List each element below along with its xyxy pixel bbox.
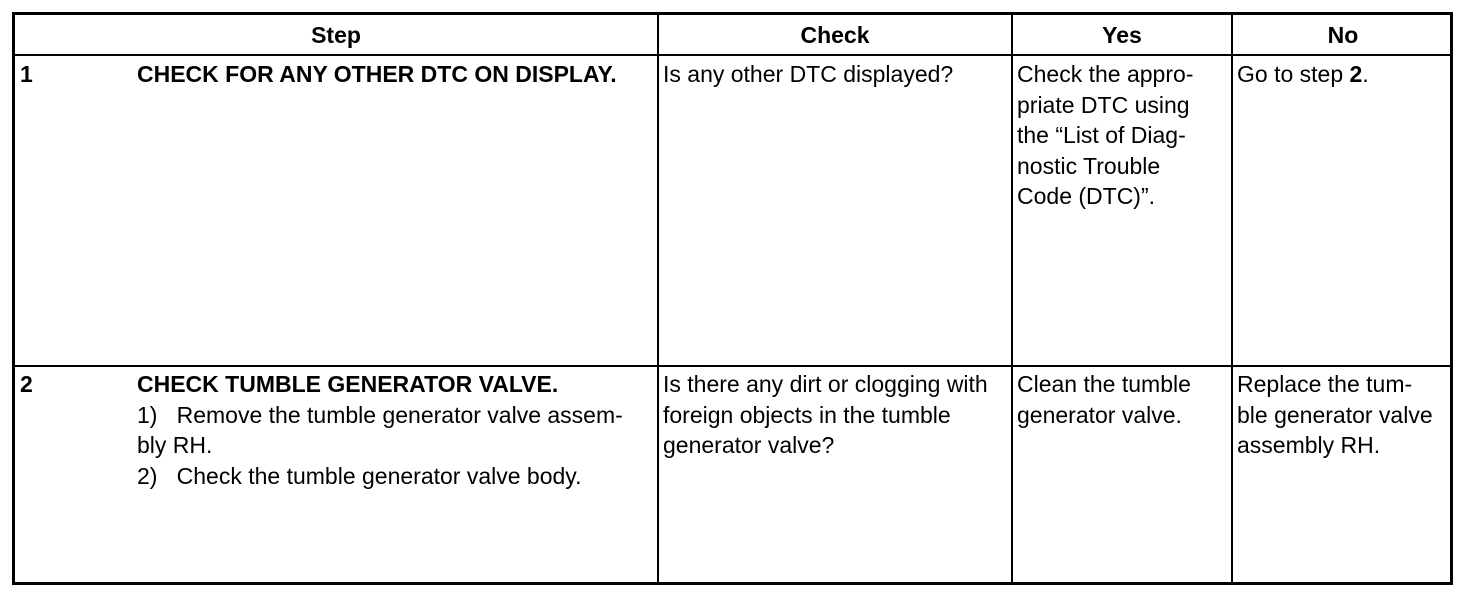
no-text-suffix: .	[1362, 61, 1369, 87]
no-cell	[1237, 369, 1453, 461]
substep-text: Remove the tumble generator valve assem-	[176, 401, 623, 428]
step-number: 1	[20, 61, 33, 87]
yes-text: priate DTC using	[1017, 91, 1190, 118]
diagnostic-table	[12, 12, 1453, 585]
no-text: assembly RH.	[1237, 432, 1381, 458]
yes-cell	[1017, 59, 1229, 212]
no-text: ble generator valve	[1237, 401, 1433, 428]
substep	[137, 461, 655, 492]
check-text: Is any other DTC displayed?	[663, 61, 954, 87]
yes-cell	[1017, 369, 1229, 430]
yes-text: Clean the tumble	[1017, 371, 1191, 397]
check-cell	[663, 59, 1007, 90]
step-number: 2	[20, 371, 33, 397]
row-divider	[15, 365, 1450, 367]
no-text: Replace the tum-	[1237, 371, 1413, 397]
substep	[137, 400, 655, 431]
header-check: Check	[800, 21, 870, 48]
substep-text: Check the tumble generator valve body.	[176, 462, 582, 489]
check-text: foreign objects in the tumble	[663, 401, 951, 428]
column-divider	[657, 15, 659, 582]
yes-text: generator valve.	[1017, 401, 1182, 428]
step-title: CHECK TUMBLE GENERATOR VALVE.	[137, 371, 559, 397]
check-cell	[663, 369, 1009, 461]
column-divider	[1231, 15, 1233, 582]
no-cell	[1237, 59, 1451, 90]
header-yes: Yes	[1102, 21, 1142, 48]
step-cell	[137, 369, 655, 491]
yes-text: the “List of Diag-	[1017, 122, 1186, 148]
check-text: Is there any dirt or clogging with	[663, 371, 988, 397]
header-no: No	[1327, 21, 1359, 48]
yes-text: Code (DTC)”.	[1017, 183, 1156, 209]
substep-continuation: bly RH.	[137, 432, 213, 458]
column-divider	[1011, 15, 1013, 582]
step-title: CHECK FOR ANY OTHER DTC ON DISPLAY.	[137, 61, 617, 87]
step-reference: 2	[1349, 61, 1363, 87]
yes-text: nostic Trouble	[1017, 152, 1161, 179]
substep-label: 2)	[137, 462, 158, 489]
header-step: Step	[311, 21, 361, 48]
no-text: Go to step	[1237, 61, 1350, 87]
yes-text: Check the appro-	[1017, 61, 1194, 87]
check-text: generator valve?	[663, 432, 835, 458]
substep-label: 1)	[137, 401, 158, 428]
